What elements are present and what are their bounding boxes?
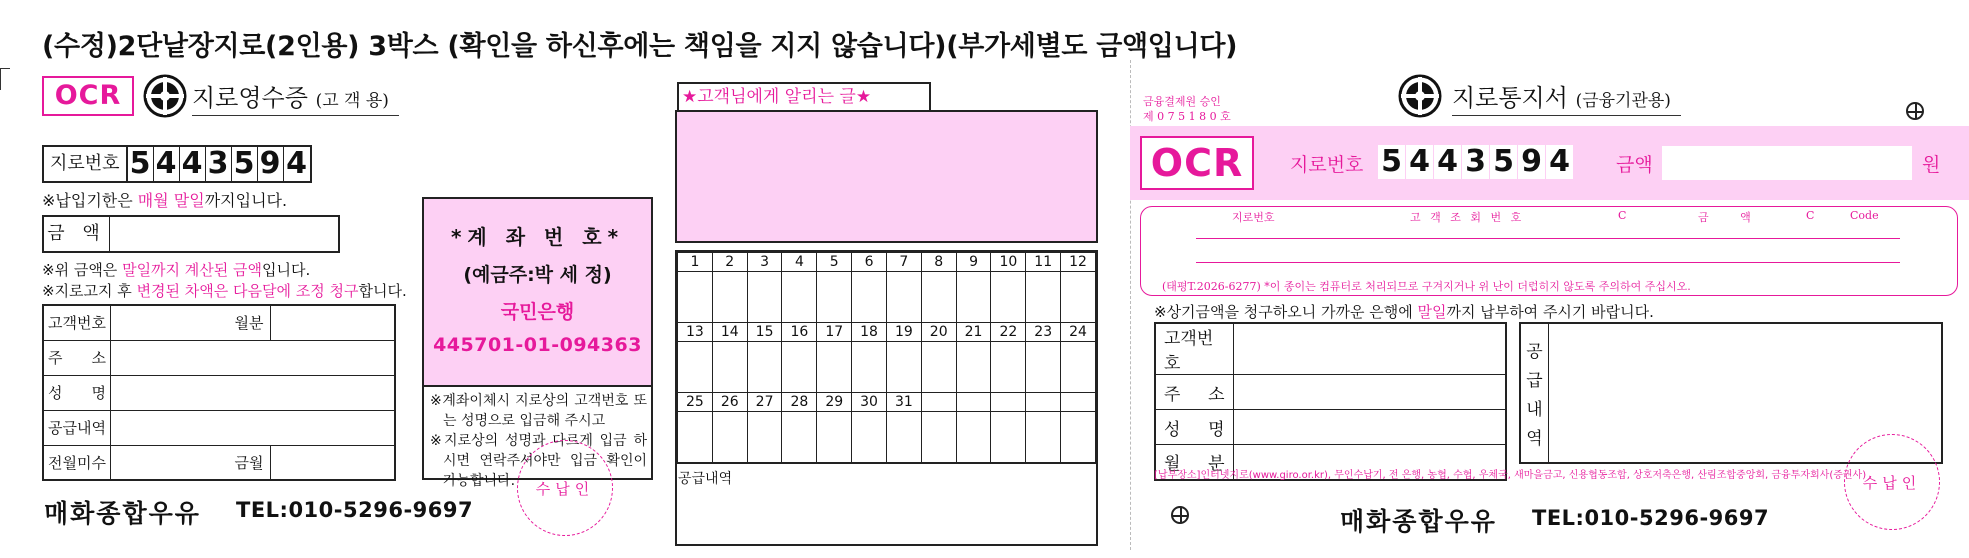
table-row xyxy=(43,340,395,375)
billing-note-text: ※상기금액을 청구하오니 가까운 은행에 xyxy=(1154,303,1418,321)
month-label: 월분 xyxy=(230,305,270,340)
amount-label: 금액 xyxy=(1616,154,1653,176)
calendar-day-cell[interactable] xyxy=(1026,272,1061,323)
giro-digit: 4 xyxy=(180,147,206,181)
calendar-number-row xyxy=(678,323,1096,342)
ocr-badge: OCR xyxy=(42,76,134,116)
address-field[interactable] xyxy=(1233,375,1506,410)
store-phone: TEL:010-5296-9697 xyxy=(236,498,474,522)
won-label: 원 xyxy=(1922,154,1941,176)
giro-digit: 3 xyxy=(1462,145,1489,179)
calendar-day-cell[interactable] xyxy=(956,342,991,393)
calendar-day-number: 10 xyxy=(991,253,1026,272)
arrears-label: 전월미수 xyxy=(43,445,110,480)
giro-digit: 4 xyxy=(1434,145,1461,179)
customer-number-field[interactable] xyxy=(110,305,230,340)
giro-number-digits xyxy=(1378,145,1574,179)
calendar-day-number: 30 xyxy=(852,393,887,412)
approval-line: 제 0 7 5 1 8 0 호 xyxy=(1143,110,1231,123)
customer-number-label: 고객번호 xyxy=(1155,323,1233,375)
table-row xyxy=(1155,375,1506,410)
account-note: ※지로상의 성명과 다르게 입금 하시면 연락주셔야만 입금 확인이 가능합니다. xyxy=(430,433,647,489)
ocr-footnote: (태평T.2026-6277) *이 종이는 컴퓨터로 처리되므로 구겨지거나 위 난이 더럽히지 않도록 주의하여 주십시오. xyxy=(1162,280,1691,293)
amount-box xyxy=(42,215,340,253)
billing-note-text: 까지 납부하여 주시기 바랍니다. xyxy=(1446,303,1654,321)
calendar-day-number: 12 xyxy=(1061,253,1096,272)
customer-notice-label: ★고객님에게 알리는 글★ xyxy=(677,82,931,110)
calendar-day-number xyxy=(956,393,991,412)
calendar-day-number: 7 xyxy=(886,253,921,272)
address-label: 주 소 xyxy=(43,340,110,375)
account-title: *계 좌 번 호* xyxy=(450,225,625,249)
notice-stamp-area: 수납인 xyxy=(1844,434,1940,530)
calendar-day-cell[interactable] xyxy=(921,342,956,393)
calendar-day-number xyxy=(1061,393,1096,412)
due-note-text: ※납입기한은 xyxy=(42,191,138,210)
due-note-text: 까지입니다. xyxy=(204,191,288,210)
calendar-day-cell[interactable] xyxy=(991,272,1026,323)
calendar-day-cell[interactable] xyxy=(1061,342,1096,393)
ocr-col-amount: 금 액 xyxy=(1698,211,1765,224)
calendar-day-number: 4 xyxy=(782,253,817,272)
calendar-number-row xyxy=(678,253,1096,272)
table-row xyxy=(43,445,395,480)
calendar-entry-row xyxy=(678,412,1096,463)
table-row xyxy=(1155,410,1506,445)
address-label: 주 소 xyxy=(1155,375,1233,410)
giro-digit: 3 xyxy=(206,147,232,181)
table-row xyxy=(1155,323,1506,375)
giro-digit: 5 xyxy=(1490,145,1517,179)
amount-note xyxy=(42,259,310,280)
due-date-note xyxy=(42,188,287,211)
calendar-day-cell[interactable] xyxy=(782,342,817,393)
calendar-day-cell[interactable] xyxy=(886,412,921,463)
giro-number-box xyxy=(42,145,312,183)
calendar-day-cell[interactable] xyxy=(678,272,713,323)
calendar-day-cell[interactable] xyxy=(712,412,747,463)
ocr-col-giro: 지로번호 xyxy=(1232,211,1275,224)
note-highlight: 말일까지 계산된 금액 xyxy=(122,261,263,279)
adjustment-note xyxy=(42,280,407,301)
giro-number-label: 지로번호 xyxy=(44,147,128,181)
store-phone: TEL:010-5296-9697 xyxy=(1532,506,1770,530)
calendar-day-cell[interactable] xyxy=(747,272,782,323)
page-title: (수정)2단낱장지로(2인용) 3박스 (확인을 하신후에는 책임을 지지 않습니다)(부가세별도 금액입니다) xyxy=(42,31,1238,62)
giro-digit: 5 xyxy=(232,147,258,181)
calendar-day-cell[interactable] xyxy=(956,412,991,463)
arrears-field[interactable] xyxy=(110,445,230,480)
supply-field[interactable] xyxy=(110,410,395,445)
calendar-day-cell[interactable] xyxy=(1061,412,1096,463)
calendar-entry-row xyxy=(678,272,1096,323)
calendar-day-number: 20 xyxy=(921,323,956,342)
note-text: 합니다. xyxy=(358,282,407,300)
calendar-day-number: 29 xyxy=(817,393,852,412)
amount-field[interactable] xyxy=(110,217,338,251)
approval-line: 금융결제원 승인 xyxy=(1143,95,1221,108)
calendar-day-cell[interactable] xyxy=(991,412,1026,463)
calendar-day-cell[interactable] xyxy=(747,342,782,393)
calendar-day-number xyxy=(1026,393,1061,412)
address-field[interactable] xyxy=(110,340,395,375)
calendar-day-cell[interactable] xyxy=(782,412,817,463)
calendar-day-number: 16 xyxy=(782,323,817,342)
name-label: 성 명 xyxy=(43,375,110,410)
table-row xyxy=(43,305,395,340)
giro-number-digits xyxy=(128,147,310,181)
calendar-day-number: 25 xyxy=(678,393,713,412)
note-highlight: 변경된 차액은 다음달에 조정 청구 xyxy=(136,282,359,300)
calendar-day-number: 9 xyxy=(956,253,991,272)
account-highlight xyxy=(424,199,651,385)
note-text: ※위 금액은 xyxy=(42,261,123,279)
calendar-day-number: 31 xyxy=(886,393,921,412)
payment-places: [납부장소]인터넷지로(www.giro.or.kr), 무인수납기, 전 은행, 농협, 수협, 우체국, 새마을금고, 신용협동조합, 상호저축은행, 산림조합중앙회, 금융투자회사(증권사) xyxy=(1154,470,1867,481)
calendar-day-cell[interactable] xyxy=(886,342,921,393)
supply-label-text: 공급내역 xyxy=(1526,342,1543,449)
calendar-day-cell[interactable] xyxy=(782,272,817,323)
calendar-day-number: 24 xyxy=(1061,323,1096,342)
month-label: 월 분 xyxy=(1155,445,1233,480)
calendar-day-number: 27 xyxy=(747,393,782,412)
calendar-day-cell[interactable] xyxy=(712,342,747,393)
account-holder: (예금주:박 세 정) xyxy=(463,264,612,286)
calendar-day-cell[interactable] xyxy=(886,272,921,323)
ocr-col-customer-ref: 고 객 조 회 번 호 xyxy=(1410,211,1525,224)
calendar-day-number: 6 xyxy=(852,253,887,272)
calendar-day-number: 22 xyxy=(991,323,1026,342)
calendar-supply-label: 공급내역 xyxy=(678,471,733,487)
registration-mark-icon xyxy=(1171,506,1189,524)
calendar-day-number xyxy=(991,393,1026,412)
calendar-day-cell[interactable] xyxy=(678,412,713,463)
calendar-day-cell[interactable] xyxy=(921,412,956,463)
calendar-day-number: 21 xyxy=(956,323,991,342)
approval-number xyxy=(1143,94,1231,124)
amount-field[interactable] xyxy=(1662,146,1912,180)
calendar-day-number: 8 xyxy=(921,253,956,272)
ocr-col-check: C xyxy=(1806,209,1815,222)
calendar-number-row xyxy=(678,393,1096,412)
calendar-day-cell[interactable] xyxy=(852,342,887,393)
ocr-col-check: C xyxy=(1618,209,1627,222)
calendar-day-cell[interactable] xyxy=(817,412,852,463)
notice-title xyxy=(1452,78,1681,116)
calendar-day-cell[interactable] xyxy=(956,272,991,323)
supply-label: 공급내역 xyxy=(43,410,110,445)
ocr-col-code: Code xyxy=(1850,209,1879,222)
receipt-stamp-area: 수납인 xyxy=(517,440,613,536)
customer-table xyxy=(1154,322,1507,481)
calendar-day-number: 15 xyxy=(747,323,782,342)
store-name: 매화종합우유 xyxy=(1340,507,1497,536)
calendar-day-number: 23 xyxy=(1026,323,1061,342)
customer-table xyxy=(42,304,396,481)
calendar-day-cell[interactable] xyxy=(678,342,713,393)
calendar-day-number: 28 xyxy=(782,393,817,412)
name-label: 성 명 xyxy=(1155,410,1233,445)
receipt-title xyxy=(192,78,399,116)
table-row xyxy=(43,375,395,410)
notice-title-main: 지로통지서 xyxy=(1452,84,1568,112)
registration-mark-icon xyxy=(1906,102,1924,120)
calendar-day-cell[interactable] xyxy=(852,272,887,323)
ocr-line xyxy=(1196,262,1900,263)
calendar-day-number: 13 xyxy=(678,323,713,342)
customer-number-field[interactable] xyxy=(1233,323,1506,375)
giro-digit: 5 xyxy=(128,147,154,181)
calendar-day-cell[interactable] xyxy=(1026,412,1061,463)
account-number: 445701-01-094363 xyxy=(433,334,642,356)
note-text: ※지로고지 후 xyxy=(42,282,137,300)
calendar-day-cell[interactable] xyxy=(712,272,747,323)
giro-digit: 5 xyxy=(1378,145,1405,179)
ocr-line xyxy=(1196,238,1900,239)
calendar-day-number: 26 xyxy=(712,393,747,412)
calendar-day-cell[interactable] xyxy=(921,272,956,323)
crop-mark xyxy=(0,68,10,90)
giro-digit: 4 xyxy=(1406,145,1433,179)
current-month-label: 금월 xyxy=(230,445,270,480)
calendar-day-cell[interactable] xyxy=(1026,342,1061,393)
notice-title-sub: (금융기관용) xyxy=(1575,91,1671,111)
due-note-highlight: 매월 말일 xyxy=(137,191,205,210)
giro-digit: 9 xyxy=(258,147,284,181)
name-field[interactable] xyxy=(110,375,395,410)
calendar-day-number: 18 xyxy=(852,323,887,342)
ocr-badge: OCR xyxy=(1140,136,1254,190)
account-note: ※계좌이체시 지로상의 고객번호 또는 성명으로 입금해 주시고 xyxy=(430,393,647,429)
calendar-day-cell[interactable] xyxy=(991,342,1026,393)
store-name: 매화종합우유 xyxy=(44,499,201,528)
calendar-entry-row xyxy=(678,342,1096,393)
customer-number-label: 고객번호 xyxy=(43,305,110,340)
calendar-supply-area xyxy=(675,463,1098,546)
calendar-day-number: 5 xyxy=(817,253,852,272)
giro-digit: 4 xyxy=(1546,145,1573,179)
calendar-day-number: 14 xyxy=(712,323,747,342)
ocr-header xyxy=(1140,206,1958,226)
calendar-day-cell[interactable] xyxy=(817,342,852,393)
receipt-title-main: 지로영수증 xyxy=(192,84,308,112)
calendar-day-cell[interactable] xyxy=(1061,272,1096,323)
name-field[interactable] xyxy=(1233,410,1506,445)
calendar-day-number: 11 xyxy=(1026,253,1061,272)
calendar-day-number xyxy=(921,393,956,412)
customer-notice-box[interactable] xyxy=(675,110,1098,243)
giro-digit: 9 xyxy=(1518,145,1545,179)
giro-logo-icon xyxy=(142,73,188,123)
calendar-day-number: 2 xyxy=(712,253,747,272)
giro-digit: 4 xyxy=(154,147,180,181)
calendar-day-number: 1 xyxy=(678,253,713,272)
account-bank: 국민은행 xyxy=(500,301,575,323)
current-month-field[interactable] xyxy=(270,445,395,480)
calendar-day-cell[interactable] xyxy=(817,272,852,323)
table-row xyxy=(43,410,395,445)
month-field[interactable] xyxy=(270,305,395,340)
supply-details-label xyxy=(1521,324,1549,462)
calendar-day-number: 3 xyxy=(747,253,782,272)
calendar-day-number: 19 xyxy=(886,323,921,342)
billing-note-highlight: 말일 xyxy=(1417,303,1447,321)
giro-number-label: 지로번호 xyxy=(1290,154,1364,176)
amount-label: 금 액 xyxy=(44,217,110,251)
calendar-grid xyxy=(677,252,1096,463)
giro-logo-icon xyxy=(1397,73,1443,123)
billing-note xyxy=(1154,301,1654,322)
calendar-day-number: 17 xyxy=(817,323,852,342)
calendar-day-cell[interactable] xyxy=(747,412,782,463)
giro-digit: 4 xyxy=(286,146,307,181)
calendar-day-cell[interactable] xyxy=(852,412,887,463)
note-text: 입니다. xyxy=(262,261,311,279)
receipt-title-sub: (고 객 용) xyxy=(315,91,389,111)
